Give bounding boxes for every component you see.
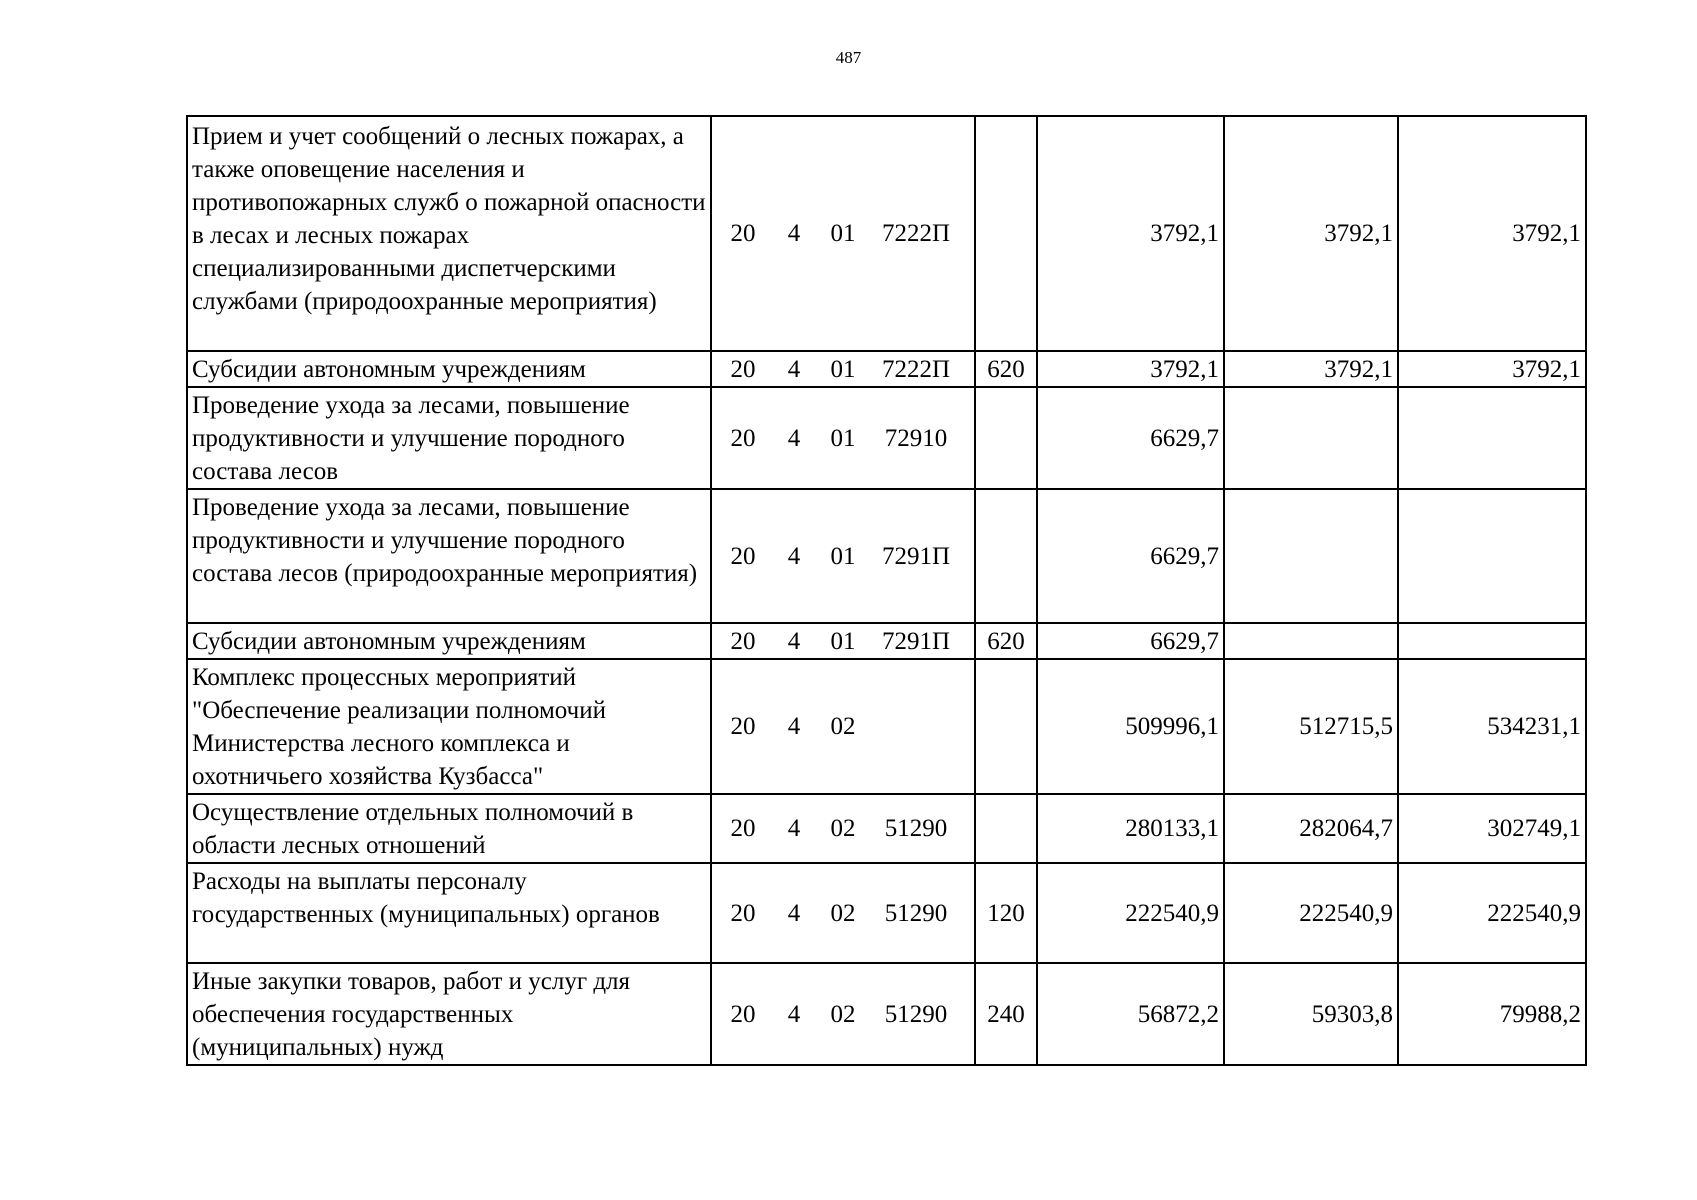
amount-year-1: 509996,1	[1037, 659, 1224, 794]
code-program: 20	[730, 899, 756, 927]
amount-year-1: 56872,2	[1037, 963, 1224, 1065]
amount-year-2: 59303,8	[1224, 963, 1398, 1065]
program-codes	[711, 623, 975, 659]
table-row	[187, 863, 1586, 963]
code-subprogram: 4	[787, 355, 801, 383]
program-codes	[711, 794, 975, 863]
code-program: 20	[730, 1000, 756, 1028]
table-row	[187, 659, 1586, 794]
row-name: Проведение ухода за лесами, повышение продуктивности и улучшение породного состава лесов (природоохранные мероприятия)	[187, 489, 711, 623]
program-codes	[711, 387, 975, 489]
code-subprogram: 4	[787, 627, 801, 655]
table-row	[187, 387, 1586, 489]
code-main-event: 02	[830, 899, 856, 927]
program-codes	[711, 116, 975, 351]
code-main-event: 01	[830, 542, 856, 570]
amount-year-3: 302749,1	[1398, 794, 1586, 863]
row-name: Комплекс процессных мероприятий "Обеспечение реализации полномочий Министерства лесного комплекса и охотничьего хозяйства Кузбасса"	[187, 659, 711, 794]
row-name: Расходы на выплаты персоналу государственных (муниципальных) органов	[187, 863, 711, 963]
row-name: Проведение ухода за лесами, повышение продуктивности и улучшение породного состава лесов	[187, 387, 711, 489]
row-name: Прием и учет сообщений о лесных пожарах, а также оповещение населения и противопожарных служб о пожарной опасности в лесах и лесных пожарах специализированными диспетчерскими службами (природоохранные мероприятия)	[187, 116, 711, 351]
expense-type	[975, 489, 1037, 623]
code-main-event: 02	[830, 1000, 856, 1028]
code-main-event: 02	[830, 713, 856, 740]
code-main-event: 01	[830, 627, 856, 655]
table-row	[187, 623, 1586, 659]
page-number: 487	[835, 48, 862, 67]
amount-year-1: 6629,7	[1037, 623, 1224, 659]
code-subprogram: 4	[787, 542, 801, 570]
amount-year-1: 3792,1	[1037, 351, 1224, 387]
code-subprogram: 4	[787, 220, 801, 247]
amount-year-3	[1398, 489, 1586, 623]
table-row	[187, 489, 1586, 623]
expense-type	[975, 794, 1037, 863]
amount-year-3: 3792,1	[1398, 116, 1586, 351]
amount-year-2: 3792,1	[1224, 116, 1398, 351]
amount-year-1: 280133,1	[1037, 794, 1224, 863]
amount-year-3: 534231,1	[1398, 659, 1586, 794]
row-name: Иные закупки товаров, работ и услуг для обеспечения государственных (муниципальных) нужд	[187, 963, 711, 1065]
amount-year-2: 282064,7	[1224, 794, 1398, 863]
amount-year-1: 6629,7	[1037, 387, 1224, 489]
amount-year-3: 79988,2	[1398, 963, 1586, 1065]
amount-year-2: 512715,5	[1224, 659, 1398, 794]
table-row	[187, 351, 1586, 387]
row-name: Субсидии автономным учреждениям	[187, 623, 711, 659]
row-name: Субсидии автономным учреждениям	[187, 351, 711, 387]
code-direction: 7222П	[881, 355, 951, 383]
code-subprogram: 4	[787, 1000, 801, 1028]
code-direction: 7291П	[881, 627, 951, 655]
amount-year-3: 222540,9	[1398, 863, 1586, 963]
program-codes	[711, 489, 975, 623]
code-direction: 51290	[884, 815, 948, 842]
code-program: 20	[730, 713, 756, 740]
expense-type	[975, 116, 1037, 351]
code-main-event: 02	[830, 815, 856, 842]
program-codes	[711, 963, 975, 1065]
code-program: 20	[730, 627, 756, 655]
table-row	[187, 116, 1586, 351]
program-codes	[711, 351, 975, 387]
table-row	[187, 963, 1586, 1065]
code-main-event: 01	[830, 220, 856, 247]
amount-year-2: 222540,9	[1224, 863, 1398, 963]
code-program: 20	[730, 220, 756, 247]
amount-year-2	[1224, 623, 1398, 659]
amount-year-1: 6629,7	[1037, 489, 1224, 623]
code-program: 20	[730, 355, 756, 383]
amount-year-2	[1224, 387, 1398, 489]
code-subprogram: 4	[787, 424, 801, 452]
program-codes	[711, 863, 975, 963]
expense-type: 240	[975, 963, 1037, 1065]
amount-year-2: 3792,1	[1224, 351, 1398, 387]
code-direction: 7291П	[881, 542, 951, 570]
code-subprogram: 4	[787, 899, 801, 927]
code-direction: 72910	[884, 424, 948, 452]
amount-year-3	[1398, 387, 1586, 489]
code-direction: 7222П	[881, 220, 951, 247]
budget-table	[186, 115, 1587, 1066]
amount-year-3: 3792,1	[1398, 351, 1586, 387]
code-subprogram: 4	[787, 815, 801, 842]
code-program: 20	[730, 542, 756, 570]
code-direction: 51290	[884, 1000, 948, 1028]
expense-type: 620	[975, 351, 1037, 387]
code-program: 20	[730, 815, 756, 842]
code-main-event: 01	[830, 424, 856, 452]
amount-year-1: 222540,9	[1037, 863, 1224, 963]
amount-year-3	[1398, 623, 1586, 659]
amount-year-1: 3792,1	[1037, 116, 1224, 351]
expense-type: 620	[975, 623, 1037, 659]
program-codes	[711, 659, 975, 794]
expense-type	[975, 659, 1037, 794]
code-subprogram: 4	[787, 713, 801, 740]
amount-year-2	[1224, 489, 1398, 623]
code-main-event: 01	[830, 355, 856, 383]
code-program: 20	[730, 424, 756, 452]
row-name: Осуществление отдельных полномочий в области лесных отношений	[187, 794, 711, 863]
table-row	[187, 794, 1586, 863]
expense-type: 120	[975, 863, 1037, 963]
expense-type	[975, 387, 1037, 489]
code-direction: 51290	[884, 899, 948, 927]
